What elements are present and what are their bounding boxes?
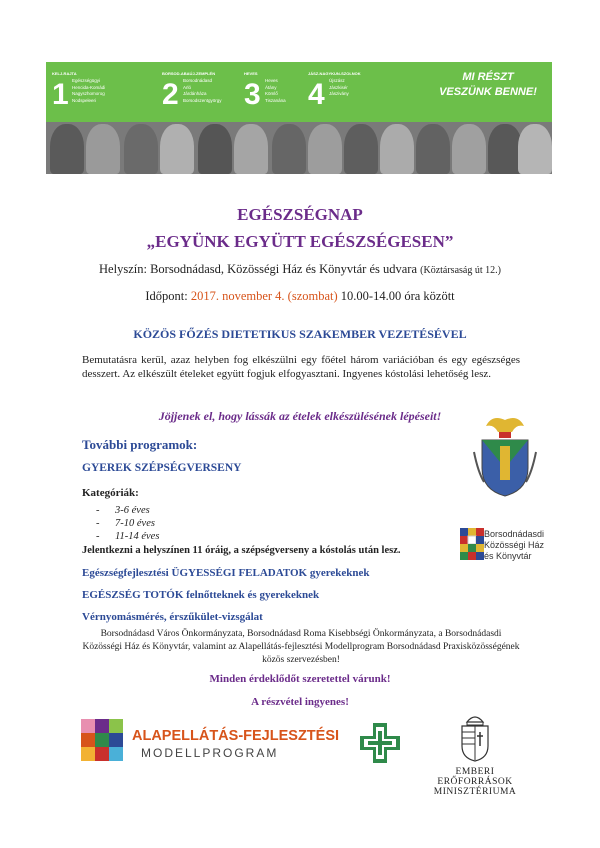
- modellprogram-name-line1: ALAPELLÁTÁS-FEJLESZTÉSI: [132, 728, 340, 744]
- community-house-logo-icon: [460, 528, 484, 562]
- portrait-photo: [160, 124, 194, 174]
- hungarian-coat-of-arms-icon: [458, 712, 492, 762]
- time-label: Időpont:: [145, 289, 188, 303]
- step2-item: Borsodszentgyörgy: [183, 97, 222, 103]
- step3-item: Kömlő: [265, 91, 278, 96]
- program-item: Vérnyomásmérés, érszűkület-vizsgálat: [82, 611, 263, 623]
- portrait-photo: [452, 124, 486, 174]
- free-entry-line: A részvétel ingyenes!: [251, 696, 349, 708]
- dash: -: [96, 518, 100, 529]
- venue-label: Helyszín: Borsodnádasd, Közösségi Ház és Könyvtár és udvara: [99, 262, 418, 276]
- community-house-line: Borsodnádasdi: [484, 529, 545, 539]
- header-banner: [46, 62, 552, 174]
- category-label: 3-6 éves: [115, 505, 150, 516]
- portrait-photo: [86, 124, 120, 174]
- step2-item: Járdánháza: [183, 91, 207, 96]
- program-text: gyerekeknek: [307, 567, 370, 579]
- step1-items: [72, 78, 105, 104]
- step1-item: Hencida-Komádi: [72, 84, 106, 90]
- green-cross-icon: [360, 723, 400, 763]
- time-date: 2017. november 4. (szombat): [190, 289, 338, 303]
- portrait-photo: [234, 124, 268, 174]
- categories-label: Kategóriák:: [82, 487, 139, 499]
- program-text: EGÉSZSÉG TOTÓK: [82, 589, 184, 601]
- step4-items: [329, 78, 349, 98]
- modellprogram-logo-icon: [81, 719, 123, 761]
- step1-item: Nodspeleeri: [72, 97, 97, 103]
- program-item: [82, 567, 370, 579]
- program-text: ÜGYESSÉGI FELADATOK: [171, 567, 308, 579]
- portrait-photo: [416, 124, 450, 174]
- time-hours: 10.00-14.00 óra között: [340, 289, 455, 303]
- step1-item: Nagyszhomorog: [72, 91, 105, 96]
- apply-note: Jelentkezni a helyszínen 11 óráig, a szépségverseny a kóstolás után lesz.: [82, 545, 401, 556]
- cooking-description: Bemutatásra kerül, azaz helyben fog elkészülni egy főétel három variációban és egy egészséges desszert. Az elkészült ételeket együtt fogjuk elfogyasztani. Ingyenes kóstolási lehetőség lesz.: [82, 354, 520, 380]
- portrait-photo: [198, 124, 232, 174]
- category-item: [96, 531, 159, 542]
- venue-note: (Köztársaság út 12.): [420, 265, 501, 276]
- ministry-name-line2: MINISZTÉRIUMA: [433, 787, 517, 797]
- step1-number: 1: [52, 78, 69, 111]
- modellprogram-name-line2: MODELLPROGRAM: [141, 746, 279, 760]
- community-house-name: [484, 529, 544, 562]
- programs-heading: További programok:: [82, 437, 198, 452]
- coat-of-arms-icon: [472, 412, 538, 498]
- welcome-line: Minden érdeklődőt szeretettel várunk!: [209, 673, 391, 685]
- step2-items: [183, 78, 222, 104]
- banner-slogan: [430, 70, 546, 100]
- category-item: [96, 505, 150, 516]
- step2-item: Borsodnádasd: [183, 78, 213, 83]
- step2-head: BORSOD-ABAÚJ-ZEMPLÉN: [162, 71, 216, 76]
- portrait-photo: [380, 124, 414, 174]
- step4-number: 4: [308, 78, 325, 111]
- dash: -: [96, 505, 100, 516]
- page-title: EGÉSZSÉGNAP: [237, 205, 363, 224]
- portrait-photo: [518, 124, 552, 174]
- ministry-name-line1: EMBERI ERŐFORRÁSOK: [437, 767, 513, 787]
- step4-item: Jászivány: [329, 91, 349, 96]
- step3-item: Átány: [265, 84, 277, 90]
- time-line: [0, 289, 600, 304]
- cooking-heading: KÖZÖS FŐZÉS DIETETIKUS SZAKEMBER VEZETÉSÉVEL: [133, 327, 467, 341]
- portrait-photo: [344, 124, 378, 174]
- dash: -: [96, 531, 100, 542]
- organizers-text: Borsodnádasd Város Önkormányzata, Borsodnádasd Roma Kisebbségi Önkormányzata, a Borsodnádasdi Közösségi Ház és Könyvtár, valamint az Alapellátás-fejlesztési Modellprogram Borsodnádasd Praxisközösségének közös szervezésben!: [82, 629, 520, 665]
- step2-number: 2: [162, 78, 179, 111]
- program-item: [82, 589, 319, 601]
- step4-item: Jászkisér: [329, 84, 348, 90]
- category-label: 7-10 éves: [115, 518, 155, 529]
- step3-item: Heves: [265, 78, 278, 83]
- portrait-photo: [50, 124, 84, 174]
- step4-item: Újszász: [329, 78, 345, 83]
- step4-head: JÁSZ-NAGYKUN-SZOLNOK: [308, 71, 361, 76]
- step3-number: 3: [244, 78, 261, 111]
- venue-line: [0, 262, 600, 277]
- step3-item: Tiszanána: [265, 97, 286, 103]
- category-label: 11-14 éves: [115, 531, 160, 542]
- program-text: felnőtteknek és gyerekeknek: [183, 589, 320, 601]
- community-house-line: Közösségi Ház: [484, 540, 545, 550]
- kids-contest: GYEREK SZÉPSÉGVERSENY: [82, 462, 242, 474]
- portrait-photo: [272, 124, 306, 174]
- invite-line: Jöjjenek el, hogy lássák az ételek elkészülésének lépéseit!: [158, 409, 442, 423]
- portrait-photo: [124, 124, 158, 174]
- ministry-logo: [420, 712, 530, 797]
- step1-head: KELJ-RAJTA: [52, 71, 77, 76]
- program-text: Egészségfejlesztési: [82, 567, 172, 579]
- step3-head: HEVES: [244, 71, 258, 76]
- step2-item: Arló: [183, 84, 192, 90]
- banner-green-band: [46, 62, 552, 122]
- page-subtitle: „EGYÜNK EGYÜTT EGÉSZSÉGESEN”: [146, 232, 454, 251]
- slogan-line: VESZÜNK BENNE!: [439, 86, 537, 98]
- step3-items: [265, 78, 286, 104]
- portrait-photo: [308, 124, 342, 174]
- portrait-photo: [488, 124, 522, 174]
- slogan-line: MI RÉSZT: [462, 71, 514, 83]
- category-item: [96, 518, 155, 529]
- community-house-line: és Könyvtár: [484, 551, 532, 561]
- step1-item: Egészségügyi: [72, 78, 101, 83]
